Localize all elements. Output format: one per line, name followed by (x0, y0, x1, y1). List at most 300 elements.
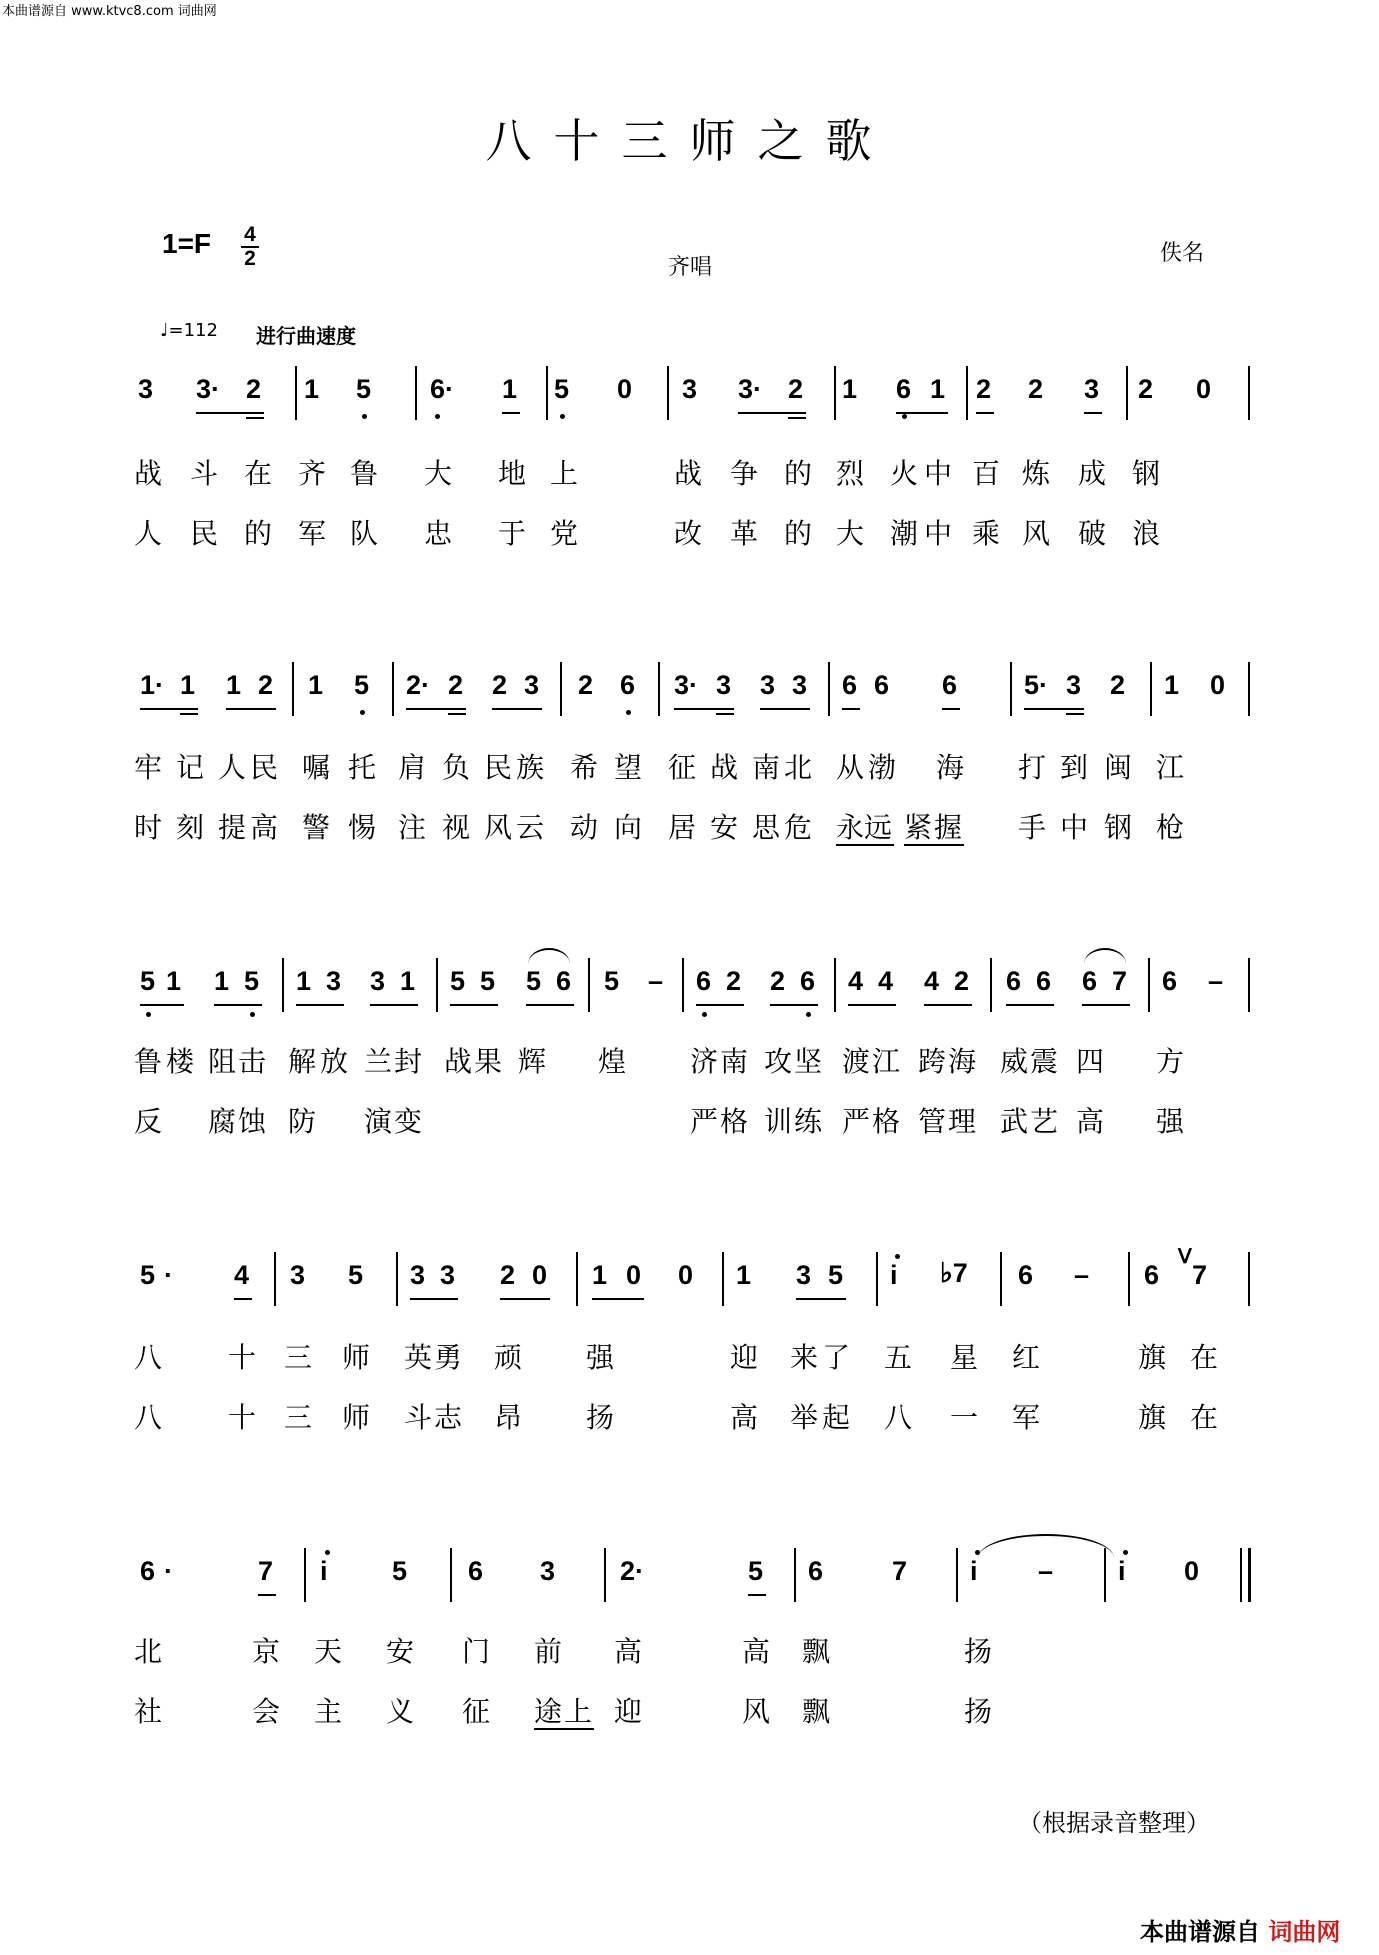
note: 2 (246, 374, 262, 404)
note: 1 (400, 966, 416, 996)
note: 3 (326, 966, 342, 996)
note: 6 (1006, 966, 1022, 996)
lyric: 火 (890, 457, 919, 490)
note: 2 (448, 670, 464, 700)
barline (658, 662, 660, 716)
underline (696, 1004, 744, 1006)
underline (448, 713, 466, 715)
lyric: 蚀 (238, 1105, 267, 1138)
lyric: 北 (784, 751, 813, 784)
lyric: 动 (570, 811, 599, 844)
note: · (164, 1556, 173, 1586)
note: 7 (1112, 966, 1128, 996)
lyric: 在 (244, 457, 273, 490)
underline (502, 412, 520, 414)
lyric: 地 (498, 457, 527, 490)
footer-site-part1: 本曲谱源自 (1140, 1918, 1260, 1946)
lyric: 安 (386, 1635, 415, 1668)
barline (295, 366, 297, 420)
note: 3 (290, 1260, 306, 1290)
note: 1 (226, 670, 242, 700)
barline (1128, 1252, 1130, 1306)
note: 1 (296, 966, 312, 996)
lyric: 解 (288, 1045, 317, 1078)
lyric: 视 (442, 811, 471, 844)
note: 2 (726, 966, 742, 996)
lyric: 扬 (964, 1695, 993, 1728)
lyric: 风 (484, 811, 513, 844)
note: ♭7 (940, 1258, 968, 1288)
lyric: 中 (1060, 811, 1089, 844)
lyric: 成 (1078, 457, 1107, 490)
note: 4 (924, 966, 940, 996)
note: 0 (532, 1260, 548, 1290)
lyric: 望 (614, 751, 643, 784)
note: 6 (874, 670, 890, 700)
lyric: 昂 (494, 1401, 523, 1434)
barline (604, 1548, 606, 1602)
barline (1248, 366, 1250, 420)
note: 2· (406, 670, 431, 700)
low-dot (902, 414, 907, 419)
barline (990, 958, 992, 1012)
note: 3 (370, 966, 386, 996)
lyric: 高 (742, 1635, 771, 1668)
lyric: 斗 (404, 1401, 433, 1434)
barline (1248, 958, 1250, 1012)
note: 0 (1184, 1556, 1200, 1586)
barline (1248, 1252, 1250, 1306)
lyric: 革 (730, 517, 759, 550)
note: 2 (954, 966, 970, 996)
underline (450, 1004, 498, 1006)
barline (828, 662, 830, 716)
note: 2 (1138, 374, 1154, 404)
composer: 佚名 (1160, 241, 1205, 266)
lyric: 主 (314, 1695, 343, 1728)
lyric: 征 (668, 751, 697, 784)
barline (1126, 366, 1128, 420)
lyric: 齐 (298, 457, 327, 490)
lyric: 三 (284, 1401, 313, 1434)
barline (722, 1252, 724, 1306)
lyric: 的 (784, 517, 813, 550)
lyric: 紧 (904, 811, 933, 844)
lyric: 托 (348, 751, 377, 784)
lyric: 忠 (424, 517, 453, 550)
lyric: 阻 (208, 1045, 237, 1078)
lyric: 济 (690, 1045, 719, 1078)
lyric: 来 (790, 1341, 819, 1374)
underline (406, 708, 466, 710)
lyric: 浪 (1132, 517, 1161, 550)
tie-arc (528, 948, 570, 964)
tie-arc (978, 1534, 1114, 1558)
barline (274, 1252, 276, 1306)
barline (834, 366, 836, 420)
lyric: 方 (1156, 1045, 1185, 1078)
underline (738, 412, 806, 414)
underline (196, 412, 264, 414)
lyric: 希 (570, 751, 599, 784)
lyric: 战 (444, 1045, 473, 1078)
note: 6 (1144, 1260, 1160, 1290)
note: 1 (502, 374, 518, 404)
lyric: 坚 (794, 1045, 823, 1078)
barline (956, 1548, 958, 1602)
lyric: 永 (836, 811, 865, 844)
lyric: 攻 (764, 1045, 793, 1078)
note: 7 (258, 1556, 274, 1586)
lyric: 十 (228, 1341, 257, 1374)
time-signature-bottom: 2 (244, 247, 256, 270)
lyric: 门 (462, 1635, 491, 1668)
note: 3 (138, 374, 154, 404)
underline (526, 1004, 574, 1006)
note: 2 (1110, 670, 1126, 700)
lyric: 封 (394, 1045, 423, 1078)
note: 6 (1162, 966, 1178, 996)
lyric: 顽 (494, 1341, 523, 1374)
song-title: 八十三师之歌 (485, 114, 894, 168)
barline (1010, 662, 1012, 716)
lyric: 注 (398, 811, 427, 844)
lyric: 会 (252, 1695, 281, 1728)
time-signature (240, 224, 260, 270)
lyric: 南 (752, 751, 781, 784)
barline (415, 366, 417, 420)
lyric: 军 (1012, 1401, 1041, 1434)
underline (410, 1298, 458, 1300)
note: 1 (592, 1260, 608, 1290)
barline (1000, 1252, 1002, 1306)
note: 2 (770, 966, 786, 996)
note: 1 (214, 966, 230, 996)
lyric: 从 (836, 751, 865, 784)
note: 5 (450, 966, 466, 996)
lyric: 在 (1190, 1341, 1219, 1374)
note: 0 (1196, 374, 1212, 404)
lyric: 战 (674, 457, 703, 490)
underline (796, 1298, 846, 1300)
note: 6 (1082, 966, 1098, 996)
lyric: 志 (434, 1401, 463, 1434)
barline (576, 1252, 578, 1306)
lyric: 途 (534, 1695, 563, 1728)
lyric: 四 (1076, 1045, 1105, 1078)
lyric: 远 (864, 811, 893, 844)
lyric: 跨 (918, 1045, 947, 1078)
source-note: （根据录音整理） (1018, 1809, 1210, 1837)
lyric: 民 (250, 751, 279, 784)
low-dot (362, 414, 367, 419)
note: 5 (356, 374, 372, 404)
note: 6· (430, 374, 455, 404)
barline (292, 662, 294, 716)
underline (716, 713, 734, 715)
note: i (890, 1260, 898, 1290)
lyric: 旗 (1138, 1341, 1167, 1374)
note: 5· (1024, 670, 1049, 700)
note: 6 (696, 966, 712, 996)
underline (788, 417, 806, 419)
lyric: 八 (134, 1401, 163, 1434)
note: 5 (828, 1260, 844, 1290)
lyric: 严 (690, 1105, 719, 1138)
lyric: 格 (720, 1105, 749, 1138)
lyric: 队 (350, 517, 379, 550)
lyric: 负 (442, 751, 471, 784)
lyric-underline (904, 844, 964, 846)
lyric: 训 (764, 1105, 793, 1138)
barline (876, 1252, 878, 1306)
breath-mark: ᐯ (1178, 1246, 1192, 1268)
underline (500, 1298, 550, 1300)
low-dot (146, 1012, 151, 1017)
lyric: 改 (674, 517, 703, 550)
lyric: 中 (924, 457, 953, 490)
high-dot (325, 1550, 330, 1555)
note: 2 (976, 374, 992, 404)
note: – (1074, 1260, 1090, 1290)
lyric: 北 (134, 1635, 163, 1668)
lyric: 战 (710, 751, 739, 784)
performance-type: 齐唱 (668, 255, 713, 280)
lyric: 南 (720, 1045, 749, 1078)
note: 4 (234, 1260, 250, 1290)
lyric: 京 (252, 1635, 281, 1668)
barline (450, 1548, 452, 1602)
time-signature-top: 4 (244, 223, 256, 246)
lyric: 旗 (1138, 1401, 1167, 1434)
lyric: 思 (752, 811, 781, 844)
barline (436, 958, 438, 1012)
low-dot (360, 710, 365, 715)
underline (942, 708, 960, 710)
lyric: 煌 (598, 1045, 627, 1078)
lyric: 争 (730, 457, 759, 490)
lyric: 闽 (1104, 751, 1133, 784)
lyric: 举 (790, 1401, 819, 1434)
lyric: 扬 (964, 1635, 993, 1668)
underline (1066, 713, 1084, 715)
note: 5 (348, 1260, 364, 1290)
note: 6 (800, 966, 816, 996)
note: 5 (604, 966, 620, 996)
lyric: 破 (1078, 517, 1107, 550)
lyric: 高 (250, 811, 279, 844)
note: 7 (1192, 1260, 1208, 1290)
note: 2 (492, 670, 508, 700)
lyric: 反 (134, 1105, 163, 1138)
barline (546, 366, 548, 420)
underline (760, 708, 810, 710)
underline (1024, 708, 1084, 710)
lyric: 渤 (868, 751, 897, 784)
final-barline-thin (1240, 1548, 1242, 1602)
lyric: 惕 (348, 811, 377, 844)
note: 1 (180, 670, 196, 700)
note: 6 (468, 1556, 484, 1586)
lyric: 高 (1076, 1105, 1105, 1138)
lyric: 鲁 (134, 1045, 163, 1078)
lyric: 楼 (166, 1045, 195, 1078)
lyric: 渡 (842, 1045, 871, 1078)
lyric: 烈 (836, 457, 865, 490)
note: 5 (392, 1556, 408, 1586)
note: – (1208, 966, 1224, 996)
notes-row (130, 1246, 1260, 1306)
lyric: 警 (302, 811, 331, 844)
lyric: 理 (948, 1105, 977, 1138)
lyric: 迎 (614, 1695, 643, 1728)
underline (674, 708, 734, 710)
underline (1084, 412, 1102, 414)
underline (770, 1004, 818, 1006)
note: 3 (716, 670, 732, 700)
lyric: 大 (424, 457, 453, 490)
note: i (320, 1556, 328, 1586)
lyric: 管 (918, 1105, 947, 1138)
barline (588, 958, 590, 1012)
tempo-marking: ♩=112 (160, 320, 218, 341)
lyric: 记 (176, 751, 205, 784)
lyric: 人 (134, 517, 163, 550)
underline (246, 417, 264, 419)
underline (234, 1298, 252, 1300)
note: 5 (480, 966, 496, 996)
lyric: 前 (534, 1635, 563, 1668)
lyric: 变 (394, 1105, 423, 1138)
low-dot (626, 710, 631, 715)
lyric: 兰 (364, 1045, 393, 1078)
lyric: 打 (1018, 751, 1047, 784)
key-signature: 1=F (162, 228, 212, 259)
lyric: 强 (1156, 1105, 1185, 1138)
lyric: 扬 (586, 1401, 615, 1434)
barline (794, 1548, 796, 1602)
barline (282, 958, 284, 1012)
underline (226, 708, 276, 710)
note: 3 (682, 374, 698, 404)
lyric: 三 (284, 1341, 313, 1374)
lyric: 红 (1012, 1341, 1041, 1374)
lyric: 牢 (134, 751, 163, 784)
barline (834, 958, 836, 1012)
lyric: 乘 (972, 517, 1001, 550)
tempo-style: 进行曲速度 (256, 324, 356, 348)
note: 0 (678, 1260, 694, 1290)
lyric: 辉 (518, 1045, 547, 1078)
lyric: 征 (462, 1695, 491, 1728)
notes-row (130, 368, 1260, 420)
lyric: 枪 (1156, 811, 1185, 844)
underline (1082, 1004, 1130, 1006)
lyric: 艺 (1030, 1105, 1059, 1138)
lyric: 钢 (1104, 811, 1133, 844)
notes-row (130, 1550, 1260, 1602)
barline (560, 662, 562, 716)
note: 3 (540, 1556, 556, 1586)
underline (492, 708, 542, 710)
note: – (648, 966, 664, 996)
lyric-underline (836, 844, 894, 846)
note: 6 (620, 670, 636, 700)
lyric: 嘱 (302, 751, 331, 784)
note: 3· (674, 670, 699, 700)
lyric: 民 (190, 517, 219, 550)
low-dot (702, 1012, 707, 1017)
lyric: 战 (134, 457, 163, 490)
lyric: 迎 (730, 1341, 759, 1374)
lyric: 云 (516, 811, 545, 844)
note: 1· (140, 670, 165, 700)
lyric: 提 (218, 811, 247, 844)
note: 3 (1084, 374, 1100, 404)
lyric: 炼 (1022, 457, 1051, 490)
note: i (1118, 1556, 1126, 1586)
lyric: 刻 (176, 811, 205, 844)
lyric: 危 (784, 811, 813, 844)
note: 1 (930, 374, 946, 404)
barline (396, 1252, 398, 1306)
note: 3 (792, 670, 808, 700)
note: 2 (1028, 374, 1044, 404)
lyric: 英 (404, 1341, 433, 1374)
lyric: 上 (550, 457, 579, 490)
lyric: 防 (288, 1105, 317, 1138)
lyric: 上 (564, 1695, 593, 1728)
notes-row (130, 960, 1260, 1012)
tie-arc (1084, 948, 1126, 964)
note: 2· (620, 1556, 645, 1586)
underline (258, 1594, 276, 1596)
lyric: 握 (934, 811, 963, 844)
lyric: 居 (668, 811, 697, 844)
underline (848, 1004, 896, 1006)
barline (304, 1548, 306, 1602)
underline (214, 1004, 262, 1006)
underline (896, 412, 948, 414)
note: 6 (896, 374, 912, 404)
barline (1150, 662, 1152, 716)
footer-site-part2: 词曲网 (1268, 1918, 1341, 1946)
lyric: 社 (134, 1695, 163, 1728)
note: 0 (626, 1260, 642, 1290)
lyric: 师 (342, 1341, 371, 1374)
underline (842, 708, 860, 710)
note: 3 (796, 1260, 812, 1290)
note: 6 (1018, 1260, 1034, 1290)
lyric: 人 (218, 751, 247, 784)
note: 5 (244, 966, 260, 996)
note: 3 (440, 1260, 456, 1290)
note: 0 (1210, 670, 1226, 700)
lyric: 高 (614, 1635, 643, 1668)
lyric: 斗 (190, 457, 219, 490)
lyric: 严 (842, 1105, 871, 1138)
lyric: 放 (320, 1045, 349, 1078)
barline (392, 662, 394, 716)
note: 2 (258, 670, 274, 700)
lyric: 天 (314, 1635, 343, 1668)
note: 1 (304, 374, 320, 404)
lyric: 练 (794, 1105, 823, 1138)
lyric: 一 (950, 1401, 979, 1434)
underline (140, 1004, 184, 1006)
lyric: 的 (784, 457, 813, 490)
underline (180, 713, 198, 715)
